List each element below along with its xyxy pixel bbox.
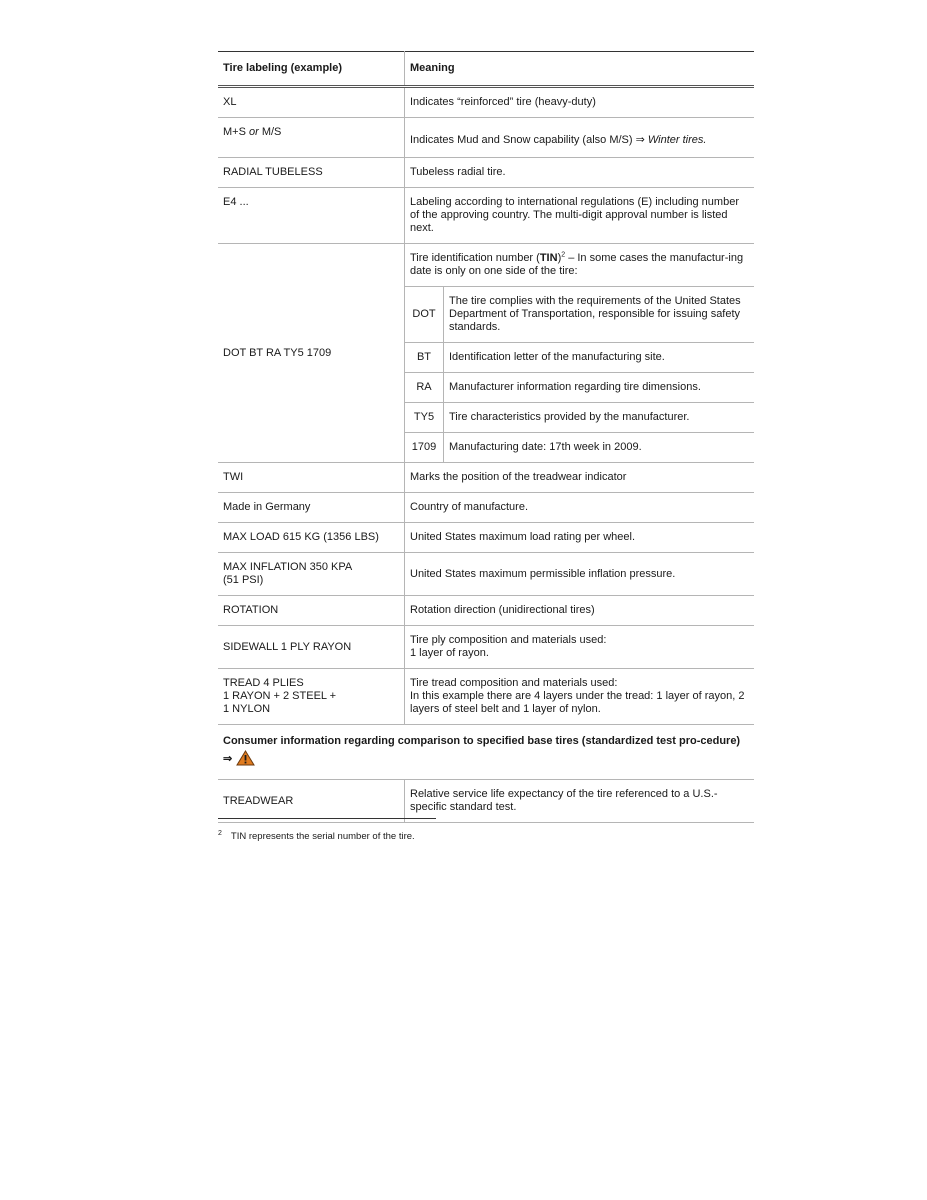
table-row — [218, 493, 754, 523]
meaning-cell: Rotation direction (unidirectional tires) — [405, 596, 755, 626]
label-line: 1 RAYON + 2 STEEL + — [223, 690, 337, 702]
tin-code: 1709 — [405, 433, 444, 463]
consumer-info-text: Consumer information regarding comparison to specified base tires (standardized test pro-cedure) ⇒ — [223, 735, 741, 765]
footnote — [218, 830, 415, 842]
tin-description: Manufacturing date: 17th week in 2009. — [444, 433, 755, 463]
table-row — [218, 553, 754, 596]
label-cell — [218, 118, 405, 158]
label-cell: DOT BT RA TY5 1709 — [218, 244, 405, 463]
tin-breakdown-table — [405, 286, 754, 462]
tin-row — [405, 287, 754, 343]
table-row — [218, 118, 754, 158]
label-italic: or — [248, 126, 259, 138]
tin-description: Manufacturer information regarding tire dimensions. — [444, 373, 755, 403]
label-cell: SIDEWALL 1 PLY RAYON — [218, 626, 405, 669]
label-text: M/S — [258, 126, 282, 138]
label-cell — [218, 669, 405, 725]
warning-triangle-icon[interactable] — [236, 750, 255, 772]
footnote-divider — [218, 818, 436, 819]
meaning-cell: Marks the position of the treadwear indicator — [405, 463, 755, 493]
tin-code: TY5 — [405, 403, 444, 433]
table-row — [218, 188, 754, 244]
meaning-cell — [405, 626, 755, 669]
tin-intro-text: Tire identification number ( — [410, 252, 540, 264]
label-line: 1 NYLON — [223, 703, 271, 715]
footnote-text: TIN represents the serial number of the tire. — [230, 831, 415, 842]
label-line: MAX INFLATION 350 KPA — [223, 561, 353, 573]
consumer-info-row — [218, 725, 754, 780]
meaning-cell: Country of manufacture. — [405, 493, 755, 523]
winter-tires-reference: Winter tires. — [647, 134, 707, 146]
tin-row — [405, 403, 754, 433]
meaning-cell — [405, 118, 755, 158]
label-cell: TREADWEAR — [218, 780, 405, 823]
label-cell: MAX LOAD 615 KG (1356 LBS) — [218, 523, 405, 553]
tin-code: DOT — [405, 287, 444, 343]
table-row — [218, 596, 754, 626]
footnote-ref: 2 — [561, 251, 566, 259]
table-row — [218, 669, 754, 725]
header-col-labeling: Tire labeling (example) — [218, 52, 405, 87]
table-row-dot — [218, 244, 754, 463]
meaning-line: 1 layer of rayon. — [410, 647, 489, 659]
tin-row — [405, 433, 754, 463]
label-cell: RADIAL TUBELESS — [218, 158, 405, 188]
tin-code: RA — [405, 373, 444, 403]
meaning-cell: United States maximum permissible inflation pressure. — [405, 553, 755, 596]
tin-meaning-cell — [405, 244, 755, 463]
meaning-line: In this example there are 4 layers under the tread: 1 layer of rayon, 2 layers of steel belt and 1 layer of nylon. — [410, 690, 745, 715]
label-line: TREAD 4 PLIES — [223, 677, 304, 689]
meaning-line: Tire tread composition and materials used: — [410, 677, 618, 689]
label-cell: TWI — [218, 463, 405, 493]
label-cell: E4 ... — [218, 188, 405, 244]
tin-code: BT — [405, 343, 444, 373]
consumer-info-heading — [218, 725, 754, 780]
table-row — [218, 523, 754, 553]
tin-intro-text: – In some cases the manufactur-ing date is only on one side of the tire: — [410, 252, 744, 277]
tin-bold: TIN — [539, 252, 558, 264]
meaning-cell: Tubeless radial tire. — [405, 158, 755, 188]
table-header-row — [218, 52, 754, 87]
tire-labeling-table-section — [218, 51, 745, 823]
tin-intro: Tire identification number (TIN)$^2$ – In some cases the manufactur-ing date is only on one side of the tire: — [410, 251, 744, 277]
tin-row — [405, 343, 754, 373]
meaning-text: Indicates Mud and Snow capability (also M/S) ⇒ — [410, 134, 648, 146]
label-text: M+S — [223, 126, 249, 138]
label-line: (51 PSI) — [223, 574, 264, 586]
label-cell: ROTATION — [218, 596, 405, 626]
label-cell: XL — [218, 87, 405, 118]
label-cell: Made in Germany — [218, 493, 405, 523]
table-row — [218, 626, 754, 669]
tin-description: Identification letter of the manufacturing site. — [444, 343, 755, 373]
header-col-meaning: Meaning — [405, 52, 755, 87]
table-row — [218, 463, 754, 493]
table-row — [218, 87, 754, 118]
tin-description: The tire complies with the requirements of the United States Department of Transportation, responsible for issuing safety standards. — [444, 287, 755, 343]
table-row — [218, 158, 754, 188]
meaning-line: Tire ply composition and materials used: — [410, 634, 607, 646]
meaning-cell: United States maximum load rating per wheel. — [405, 523, 755, 553]
table-row — [218, 780, 754, 823]
meaning-cell: Relative service life expectancy of the tire referenced to a U.S.-specific standard test. — [405, 780, 755, 823]
meaning-cell: Labeling according to international regulations (E) including number of the approving country. The multi-digit approval number is listed next. — [405, 188, 755, 244]
tin-description: Tire characteristics provided by the manufacturer. — [444, 403, 755, 433]
label-cell — [218, 553, 405, 596]
tin-row — [405, 373, 754, 403]
meaning-cell: Indicates “reinforced” tire (heavy-duty) — [405, 87, 755, 118]
footnote-number: 2 — [218, 830, 222, 837]
meaning-cell — [405, 669, 755, 725]
tire-labeling-table — [218, 51, 754, 823]
